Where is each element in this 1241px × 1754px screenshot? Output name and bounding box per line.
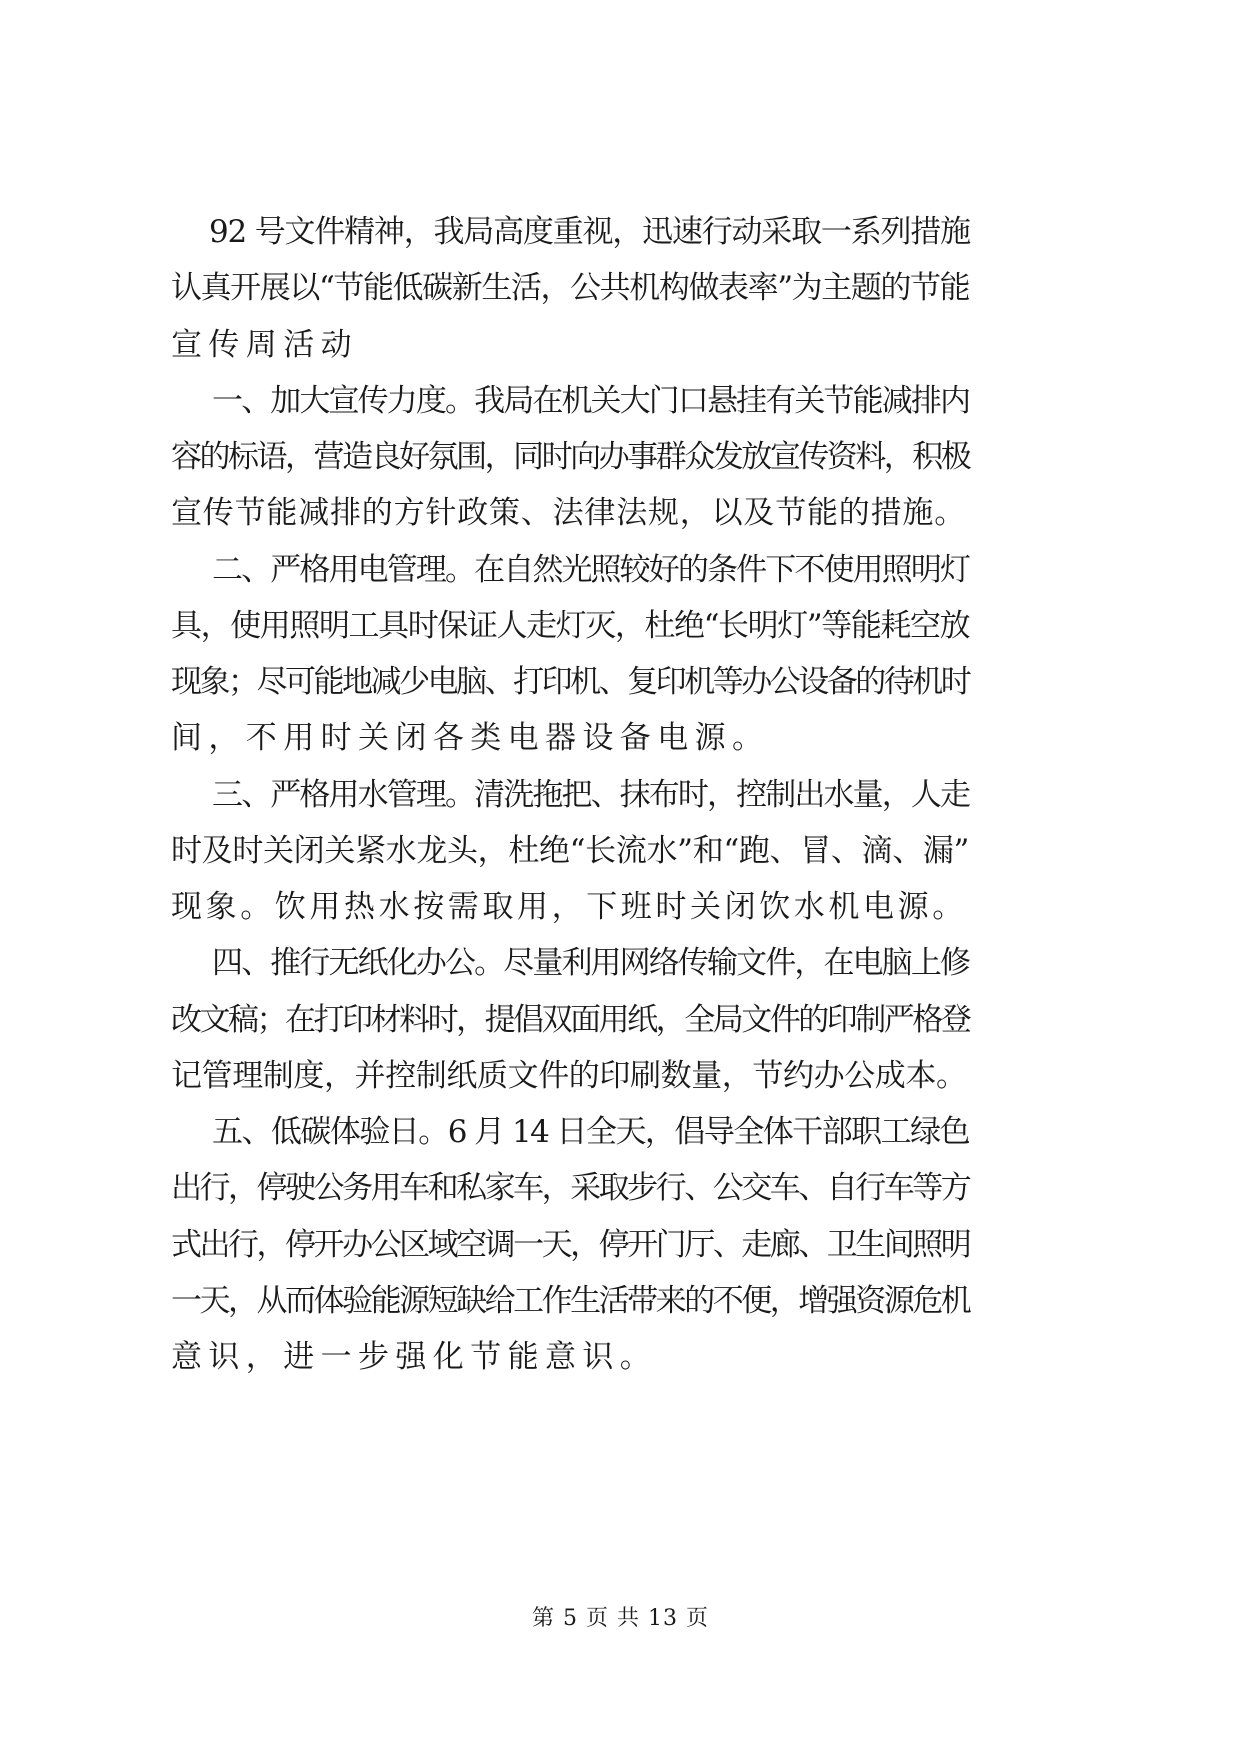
text-line: 宣传周活动 [171, 327, 358, 363]
page-number-footer: 第 5 页 共 13 页 [532, 1606, 709, 1631]
text-line: 记管理制度，并控制纸质文件的印刷数量，节约办公成本。 [171, 1058, 967, 1094]
text-line: 时及时关闭关紧水龙头，杜绝“长流水”和“跑、冒、滴、漏” [171, 833, 969, 869]
section-heading-line: 四、推行无纸化办公。尽量利用网络传输文件，在电脑上修 [212, 945, 969, 981]
text-line: 一天，从而体验能源短缺给工作生活带来的不便，增强资源危机 [171, 1283, 969, 1319]
text-line: 现象；尽可能地减少电脑、打印机、复印机等办公设备的待机时 [171, 664, 969, 700]
text-line: 间，不用时关闭各类电器设备电源。 [171, 720, 770, 756]
text-line: 具，使用照明工具时保证人走灯灭，杜绝“长明灯”等能耗空放 [171, 608, 969, 644]
section-heading-line: 三、严格用水管理。清洗拖把、抹布时，控制出水量，人走 [212, 777, 969, 813]
text-line: 意识，进一步强化节能意识。 [171, 1339, 658, 1375]
text-line: 92 号文件精神，我局高度重视，迅速行动采取一系列措施 [209, 214, 970, 250]
text-line: 出行，停驶公务用车和私家车，采取步行、公交车、自行车等方 [171, 1170, 969, 1206]
text-line: 认真开展以“节能低碳新生活，公共机构做表率”为主题的节能 [171, 270, 969, 306]
section-heading-line: 五、低碳体验日。6 月 14 日全天，倡导全体干部职工绿色 [212, 1114, 969, 1150]
text-line: 改文稿；在打印材料时，提倡双面用纸，全局文件的印制严格登 [171, 1002, 969, 1038]
section-heading-line: 一、加大宣传力度。我局在机关大门口悬挂有关节能减排内 [212, 383, 969, 419]
text-line: 宣传节能减排的方针政策、法律法规，以及节能的措施。 [171, 495, 966, 531]
text-line: 式出行，停开办公区域空调一天，停开门厅、走廊、卫生间照明 [171, 1227, 969, 1263]
section-heading-line: 二、严格用电管理。在自然光照较好的条件下不使用照明灯 [212, 552, 969, 588]
text-line: 容的标语，营造良好氛围，同时向办事群众发放宣传资料，积极 [171, 439, 969, 475]
text-line: 现象。饮用热水按需取用，下班时关闭饮水机电源。 [171, 889, 967, 925]
